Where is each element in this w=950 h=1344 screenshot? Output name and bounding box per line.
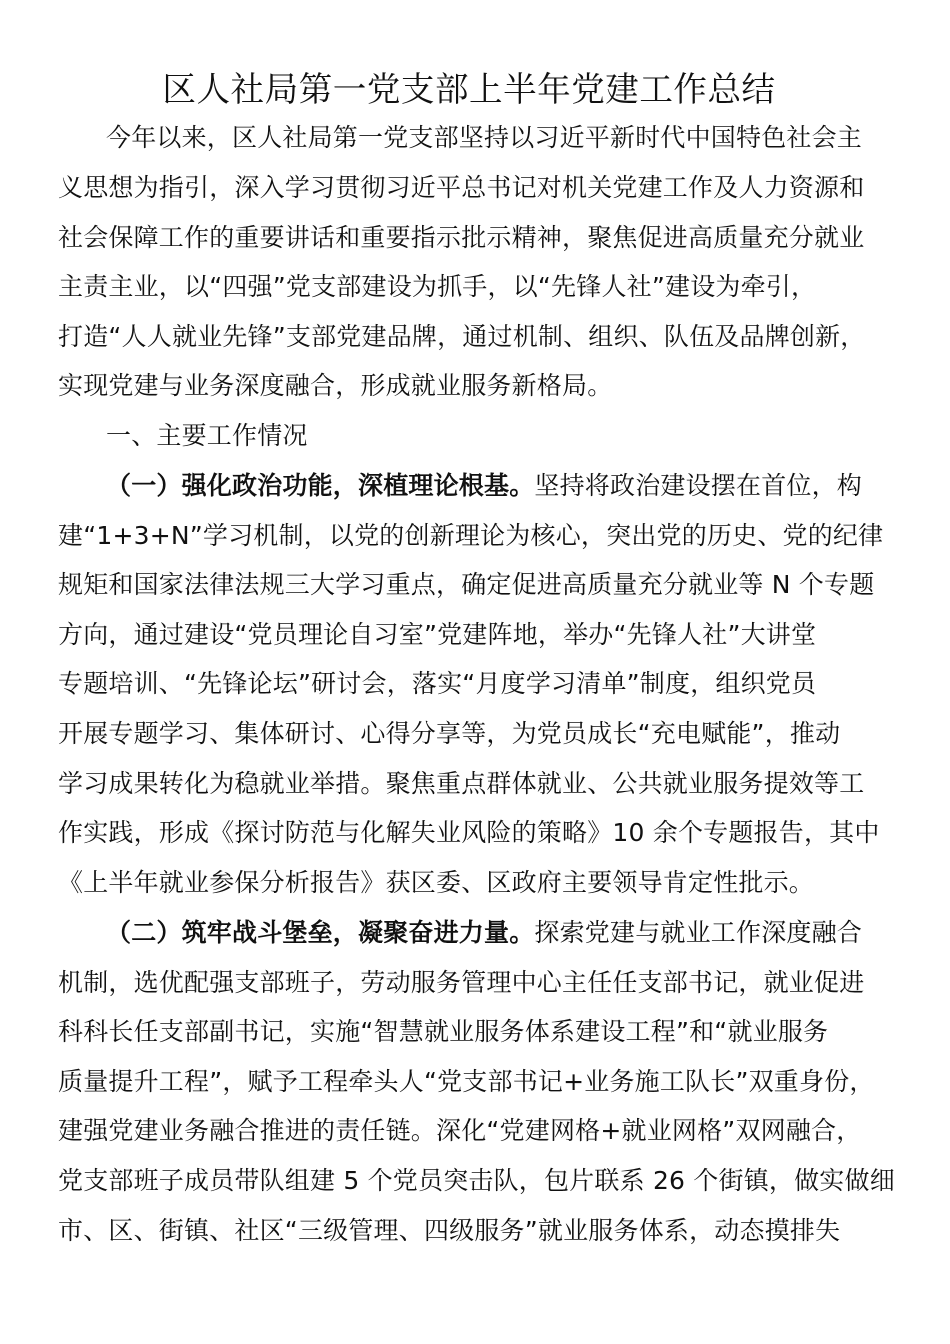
subsection1-line-5: 开展专题学习、集体研讨、心得分享等，为党员成长“充电赋能”，推动: [58, 719, 841, 748]
subsection1-line-1: 建“1+3+N”学习机制，以党的创新理论为核心，突出党的历史、党的纪律: [58, 521, 884, 550]
subsection2-first-line: [106, 916, 862, 950]
subsection1-line-8: 《上半年就业参保分析报告》获区委、区政府主要领导肯定性批示。: [58, 868, 815, 897]
document-title: 区人社局第一党支部上半年党建工作总结: [162, 70, 776, 110]
subsection1-line-3: 方向，通过建设“党员理论自习室”党建阵地，举办“先锋人社”大讲堂: [58, 620, 817, 649]
subsection2-line-5: 党支部班子成员带队组建 5 个党员突击队，包片联系 26 个街镇，做实做细: [58, 1166, 895, 1195]
subsection1-heading: （一）强化政治功能，深植理论根基。: [106, 471, 535, 500]
subsection2-line-6: 市、区、街镇、社区“三级管理、四级服务”就业服务体系，动态摸排失: [58, 1216, 841, 1245]
intro-line-4: 主责主业，以“四强”党支部建设为抓手，以“先锋人社”建设为牵引，: [58, 272, 817, 301]
section-heading: 一、主要工作情况: [106, 421, 308, 450]
subsection1-line-4: 专题培训、“先锋论坛”研讨会，落实“月度学习清单”制度，组织党员: [58, 669, 817, 698]
subsection2-line-4: 建强党建业务融合推进的责任链。深化“党建网格+就业网格”双网融合，: [58, 1116, 862, 1145]
subsection2-line-1: 机制，选优配强支部班子，劳动服务管理中心主任任支部书记，就业促进: [58, 968, 865, 997]
subsection1-line-6: 学习成果转化为稳就业举措。聚焦重点群体就业、公共就业服务提效等工: [58, 769, 865, 798]
subsection1-line-2: 规矩和国家法律法规三大学习重点，确定促进高质量充分就业等 N 个专题: [58, 570, 875, 599]
subsection1-first-line-text: 坚持将政治建设摆在首位，构: [534, 471, 863, 500]
intro-line-2: 义思想为指引，深入学习贯彻习近平总书记对机关党建工作及人力资源和: [58, 173, 865, 202]
subsection1-line-7: 作实践，形成《探讨防范与化解失业风险的策略》10 余个专题报告，其中: [58, 818, 880, 847]
subsection2-line-3: 质量提升工程”，赋予工程牵头人“党支部书记+业务施工队长”双重身份，: [58, 1067, 875, 1096]
subsection2-heading: （二）筑牢战斗堡垒，凝聚奋进力量。: [106, 918, 535, 947]
subsection2-line-2: 科科长任支部副书记，实施“智慧就业服务体系建设工程”和“就业服务: [58, 1017, 829, 1046]
intro-line-6: 实现党建与业务深度融合，形成就业服务新格局。: [58, 371, 613, 400]
intro-line-3: 社会保障工作的重要讲话和重要指示批示精神，聚焦促进高质量充分就业: [58, 223, 865, 252]
intro-line-5: 打造“人人就业先锋”支部党建品牌，通过机制、组织、队伍及品牌创新，: [58, 322, 866, 351]
intro-line-1: 今年以来，区人社局第一党支部坚持以习近平新时代中国特色社会主: [106, 123, 863, 152]
subsection1-first-line: [106, 469, 862, 503]
subsection2-first-line-text: 探索党建与就业工作深度融合: [534, 918, 863, 947]
